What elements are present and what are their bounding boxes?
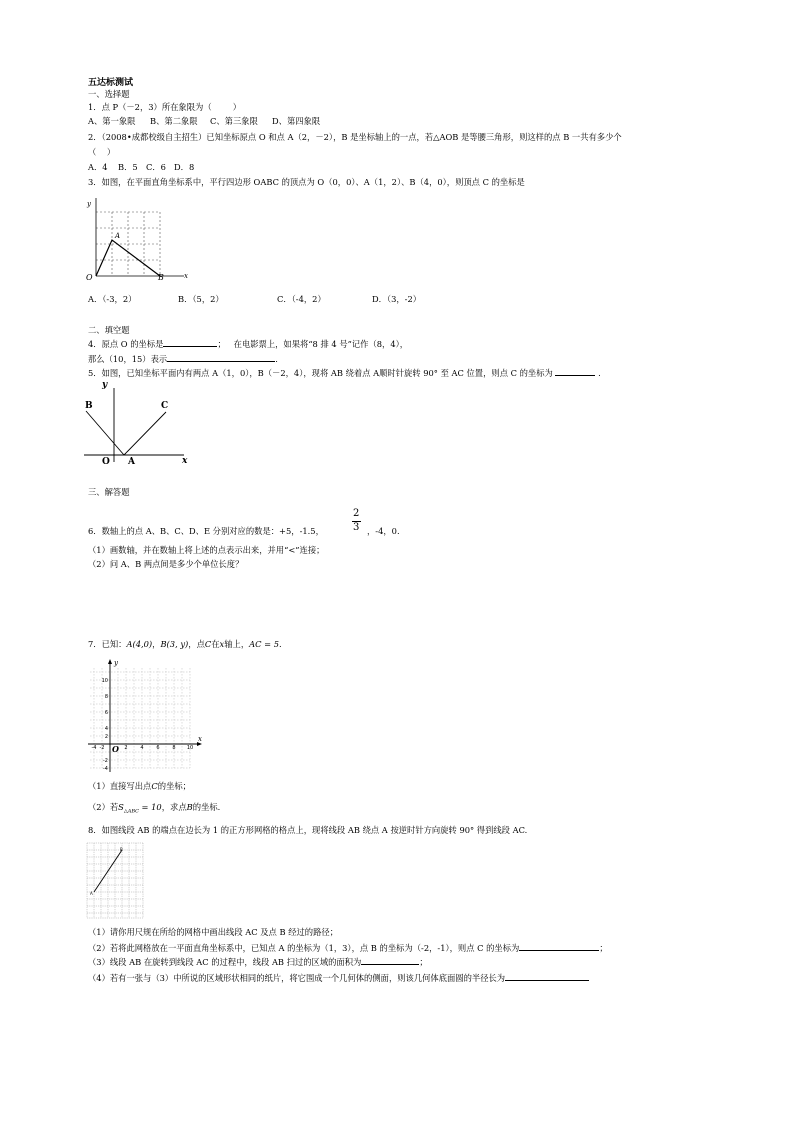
q7-x-tick: 4 — [140, 745, 144, 751]
question-1-stem: 1．点 P（－2，3）所在象限为（ ） — [88, 102, 242, 112]
q4-text-b: ； 在电影票上，如果将“8 排 4 号”记作（8，4）， — [217, 339, 409, 349]
q1-option-d: D、第四象限 — [272, 116, 321, 126]
q8-p2-end: ； — [599, 943, 608, 953]
q3-option-c: C．（-4，2） — [277, 294, 326, 304]
q2-option-c: C．6 — [146, 162, 166, 172]
section-heading-fill: 二、填空题 — [88, 325, 130, 335]
q8-point-b-label: B — [120, 847, 123, 852]
q3-option-b: B．（5，2） — [178, 294, 224, 304]
q1-option-c: C、第三象限 — [210, 116, 258, 126]
q8-square-grid — [86, 842, 146, 920]
q5-point-b-label: B — [85, 401, 93, 411]
q3-point-b-label: B — [158, 273, 164, 282]
q7-y-tick: -2 — [103, 758, 108, 764]
q6-part-2: （2）问 A、B 两点间是多少个单位长度？ — [88, 559, 244, 569]
q7-p1-math: C — [151, 781, 158, 791]
q7-sep-5: . — [279, 639, 282, 649]
q7-math-ac: AC = 5 — [249, 639, 279, 649]
q4-blank-1[interactable] — [163, 346, 217, 347]
q7-x-tick: -2 — [99, 745, 105, 751]
question-8-stem: 8．如图线段 AB 的端点在边长为 1 的正方形网格的格点上，现将线段 AB 绕点 A 按逆时针方向旋转 90° 得到线段 AC. — [88, 825, 528, 835]
q7-prefix: 7．已知： — [88, 639, 127, 649]
q2-option-d: D．8 — [174, 162, 195, 172]
q8-p4-text: （4）若有一张与（3）中所说的区域形状相同的纸片，将它围成一个几何体的侧面，则该几何体底面圆的半径长为 — [88, 973, 506, 983]
q1-option-b: B、第二象限 — [150, 116, 198, 126]
q8-point-a-label: A — [90, 891, 93, 896]
q6-fraction-denominator: 3 — [353, 522, 360, 533]
q3-option-a: A．（-3，2） — [88, 294, 137, 304]
question-3-stem: 3．如图，在平面直角坐标系中，平行四边形 OABC 的顶点为 O（0，0）、A（1，2）、B（4，0），则顶点 C 的坐标是 — [88, 177, 525, 187]
question-7-stem — [88, 639, 282, 649]
q7-p2-text-b: ，求点 — [161, 802, 187, 812]
q7-axis-x-label: x — [198, 735, 202, 743]
q3-axis-y-label: y — [87, 200, 91, 208]
q7-y-tick: 10 — [101, 678, 108, 684]
q5-axis-x-label: x — [182, 456, 188, 466]
q4-blank-2[interactable] — [167, 361, 275, 362]
q7-p2-text-a: （2）若 — [88, 802, 119, 812]
question-2-paren: （ ） — [88, 147, 116, 157]
q5-text: 5．如图，已知坐标平面内有两点 A（1，0），B（－2，4），现将 AB 绕着点 A顺时针旋转 90° 至 AC 位置，则点 C 的坐标为 — [88, 368, 553, 378]
q5-blank[interactable] — [555, 375, 595, 376]
question-4-line2 — [88, 354, 278, 364]
q6-part-1: （1）画数轴，并在数轴上将上述的点表示出来，并用“<”连接； — [88, 545, 325, 555]
q7-origin-label: O — [112, 744, 119, 754]
q7-x-tick: -4 — [91, 745, 97, 751]
page-title: 五达标测试 — [88, 78, 134, 88]
q8-p2-text: （2）若将此网格放在一平面直角坐标系中，已知点 A 的坐标为（1，3），点 B 的坐标为（-2，-1），则点 C 的坐标为 — [88, 943, 520, 953]
q7-sep-4: 轴上， — [224, 639, 250, 649]
q7-math-b: B(3, y) — [160, 639, 189, 649]
q2-option-a: A．4 — [88, 162, 108, 172]
q4-text-a: 4．原点 O 的坐标是 — [88, 339, 164, 349]
q8-p3-end: ； — [419, 957, 428, 967]
q3-axis-x-label: x — [184, 272, 188, 280]
q7-y-tick: 8 — [104, 694, 108, 700]
q7-y-tick: 2 — [104, 734, 108, 740]
q8-part-3 — [88, 957, 428, 967]
q6-fraction-numerator: 2 — [353, 508, 360, 519]
q7-part-1 — [88, 781, 191, 791]
q7-p2-equals: = 10 — [138, 802, 162, 812]
section-heading-solve: 三、解答题 — [88, 487, 130, 497]
q7-coordinate-grid — [86, 654, 210, 774]
question-4-line1 — [88, 339, 408, 349]
q1-option-a: A、第一象限 — [88, 116, 136, 126]
section-heading-choice: 一、选择题 — [88, 89, 130, 99]
q7-math-x: x — [219, 639, 225, 649]
q5-point-c-label: C — [161, 401, 169, 411]
q7-y-tick: 6 — [104, 710, 108, 716]
question-6-stem: 6．数轴上的点 A、B、C、D、E 分别对应的数是：+5，-1.5， — [88, 526, 324, 536]
q7-y-tick: 4 — [104, 726, 108, 732]
q5-end: . — [598, 368, 601, 378]
q7-sep-2: ，点 — [188, 639, 205, 649]
q7-x-tick: 6 — [156, 745, 160, 751]
q8-part-4 — [88, 973, 589, 983]
q3-option-d: D．（3，-2） — [372, 294, 422, 304]
q7-axis-y-label: y — [114, 659, 118, 667]
q7-math-a: A(4,0) — [126, 639, 153, 649]
q7-p2-math-b: B — [186, 802, 193, 812]
q7-x-tick: 8 — [172, 745, 176, 751]
q8-blank-c-coord[interactable] — [519, 950, 599, 951]
q3-figure-grid — [84, 194, 196, 284]
q4-text-c: 那么（10，15）表示 — [88, 354, 168, 364]
q7-p2-math-s: S — [118, 802, 124, 812]
q7-part-2 — [88, 802, 220, 817]
q7-y-tick: -4 — [103, 766, 108, 772]
q7-p1-text-a: （1）直接写出点 — [88, 781, 152, 791]
question-2-stem: 2．（2008•成都校级自主招生）已知坐标原点 O 和点 A（2，－2），B 是坐标轴上的一点，若△AOB 是等腰三角形，则这样的点 B 一共有多少个 — [88, 132, 622, 142]
q5-figure — [82, 376, 194, 468]
q7-sep-1: ， — [152, 639, 161, 649]
q7-sep-3: 在 — [211, 639, 220, 649]
q7-math-c: C — [204, 639, 212, 649]
q8-p3-text: （3）线段 AB 在旋转到线段 AC 的过程中，线段 AB 扫过的区域的面积为 — [88, 957, 362, 967]
q8-part-2 — [88, 943, 608, 953]
q8-part-1: （1）请你用尺规在所给的网格中画出线段 AC 及点 B 经过的路径； — [88, 927, 338, 937]
q5-origin-label: O — [102, 457, 110, 467]
q7-x-tick: 10 — [186, 745, 194, 751]
q3-origin-label: O — [86, 273, 93, 282]
question-6-stem-end: ，-4，0. — [367, 526, 400, 536]
q5-point-a-label: A — [128, 457, 135, 467]
q7-p2-subscript: △ABC — [123, 808, 139, 815]
q7-p2-text-c: 的坐标. — [192, 802, 221, 812]
q2-option-b: B．5 — [118, 162, 138, 172]
q7-x-tick: 2 — [124, 745, 128, 751]
q4-text-d: . — [275, 354, 278, 364]
q8-blank-radius[interactable] — [505, 980, 589, 981]
q7-p1-text-b: 的坐标； — [157, 781, 191, 791]
q8-blank-area[interactable] — [361, 964, 419, 965]
q5-axis-y-label: y — [102, 380, 108, 390]
q3-point-a-label: A — [115, 232, 121, 240]
